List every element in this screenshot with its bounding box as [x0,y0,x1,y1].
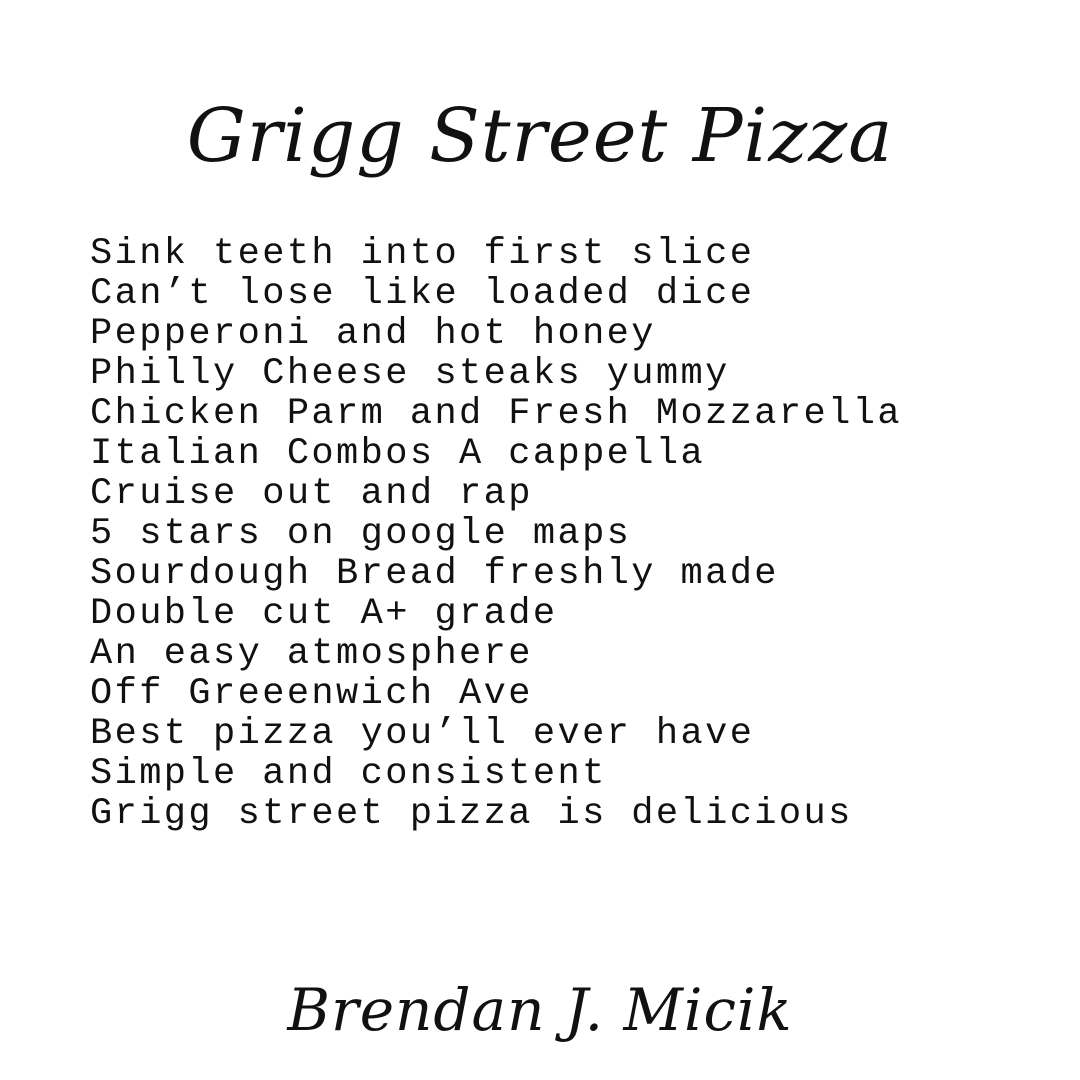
poem-line: An easy atmosphere [90,633,533,675]
poem-line: Philly Cheese steaks yummy [90,353,730,395]
poem-line: Double cut A+ grade [90,593,558,635]
poem-line: Off Greeenwich Ave [90,673,533,715]
poem-line: Grigg street pizza is delicious [90,793,853,835]
poem-line: Sink teeth into first slice [90,233,755,275]
poem-line: Chicken Parm and Fresh Mozzarella [90,393,902,435]
poem-line: Best pizza you’ll ever have [90,713,755,755]
poem-line: Simple and consistent [90,753,607,795]
author-signature: Brendan J. Micik [287,976,793,1044]
poem-line: Pepperoni and hot honey [90,313,656,355]
poem-title: Grigg Street Pizza [186,93,894,179]
poem-line: Can’t lose like loaded dice [90,273,755,315]
poem-line: Sourdough Bread freshly made [90,553,779,595]
poem-body [90,234,902,834]
poem-line: 5 stars on google maps [90,513,632,555]
poem-line: Italian Combos A cappella [90,433,706,475]
poem-line: Cruise out and rap [90,473,533,515]
